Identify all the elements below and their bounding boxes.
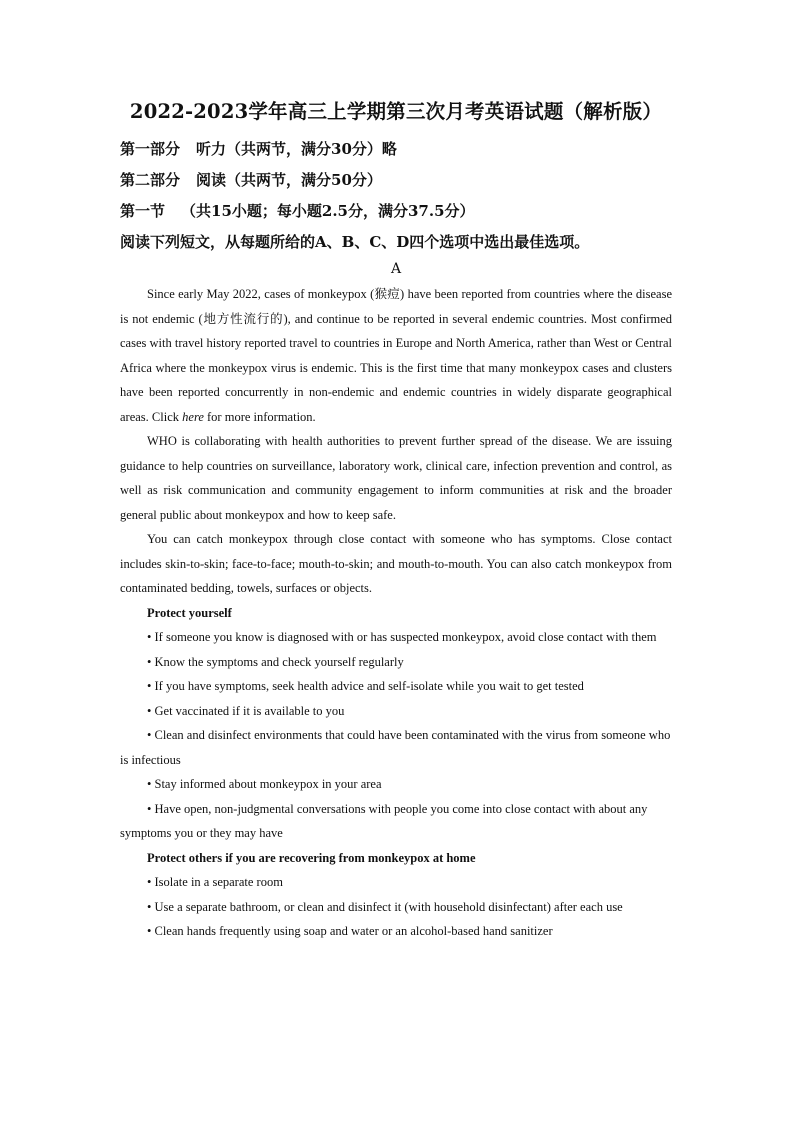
heading-part-one-text: 听力（共两节，满分30分）略 xyxy=(196,140,397,158)
protect-yourself-heading: Protect yourself xyxy=(147,605,232,620)
list-item: • Know the symptoms and check yourself regularly xyxy=(147,654,404,669)
here-link[interactable]: here xyxy=(182,409,204,424)
list-item: • Stay informed about monkeypox in your area xyxy=(147,777,382,791)
list-item: • Use a separate bathroom, or clean and disinfect it (with household disinfectant) after each use xyxy=(147,899,623,914)
document-page xyxy=(120,96,672,944)
section-letter: A xyxy=(390,261,402,277)
paragraph-3: You can catch monkeypox through close contact with someone who has symptoms. Close contact includes skin-to-skin; face-to-face; mouth-to-skin; and mouth-to-mouth. You can also catch monkeypox from contaminated bedding, towels, surfaces or objects. xyxy=(120,532,672,595)
heading-part-two xyxy=(120,169,672,200)
heading-part-one-label: 第一部分 xyxy=(120,140,181,158)
heading-section-one-label: 第一节 xyxy=(120,202,166,220)
paragraph-1-text: Since early May 2022, cases of monkeypox (猴痘) have been reported from countries where the disease is not endemic (地方性流行的), and continue to be reported in several endemic countries. Most confirmed cases with travel history reported travel to countries in Europe and North America, rather than West or Central Africa where the monkeypox virus is endemic. This is the first time that many monkeypox cases and clusters have been reported concurrently in non-endemic and endemic countries in widely disparate geographical areas. Click xyxy=(120,287,672,424)
list-item: • Have open, non-judgmental conversations with people you come into close contact with about any symptoms you or they may have xyxy=(120,801,648,840)
paragraph-1 xyxy=(120,282,672,429)
list-item: • If someone you know is diagnosed with or has suspected monkeypox, avoid close contact with them xyxy=(147,630,657,644)
heading-section-one-text: （共15小题；每小题2.5分，满分37.5分） xyxy=(181,202,475,220)
heading-part-two-label: 第二部分 xyxy=(120,171,181,189)
document-title: 2022-2023学年高三上学期第三次月考英语试题（解析版） xyxy=(129,100,663,123)
list-item: • Isolate in a separate room xyxy=(147,875,283,889)
list-item: • If you have symptoms, seek health advice and self-isolate while you wait to get tested xyxy=(147,679,584,693)
protect-others-heading: Protect others if you are recovering from monkeypox at home xyxy=(147,850,476,865)
paragraph-2: WHO is collaborating with health authorities to prevent further spread of the disease. We are issuing guidance to help countries on surveillance, laboratory work, clinical care, infection prevention and control, as well as risk communication and community engagement to inform communities at risk and the broader general public about monkeypox and how to keep safe. xyxy=(120,434,672,522)
heading-section-one xyxy=(120,200,672,231)
list-item: • Clean and disinfect environments that could have been contaminated with the virus from someone who is infectious xyxy=(120,728,671,767)
paragraph-1-end: for more information. xyxy=(203,409,316,424)
list-item: • Get vaccinated if it is available to you xyxy=(147,703,345,718)
list-item: • Clean hands frequently using soap and water or an alcohol-based hand sanitizer xyxy=(147,924,553,938)
heading-part-one xyxy=(120,138,672,169)
heading-part-two-text: 阅读（共两节，满分50分） xyxy=(196,171,382,189)
reading-instruction: 阅读下列短文，从每题所给的A、B、C、D四个选项中选出最佳选项。 xyxy=(120,233,590,251)
